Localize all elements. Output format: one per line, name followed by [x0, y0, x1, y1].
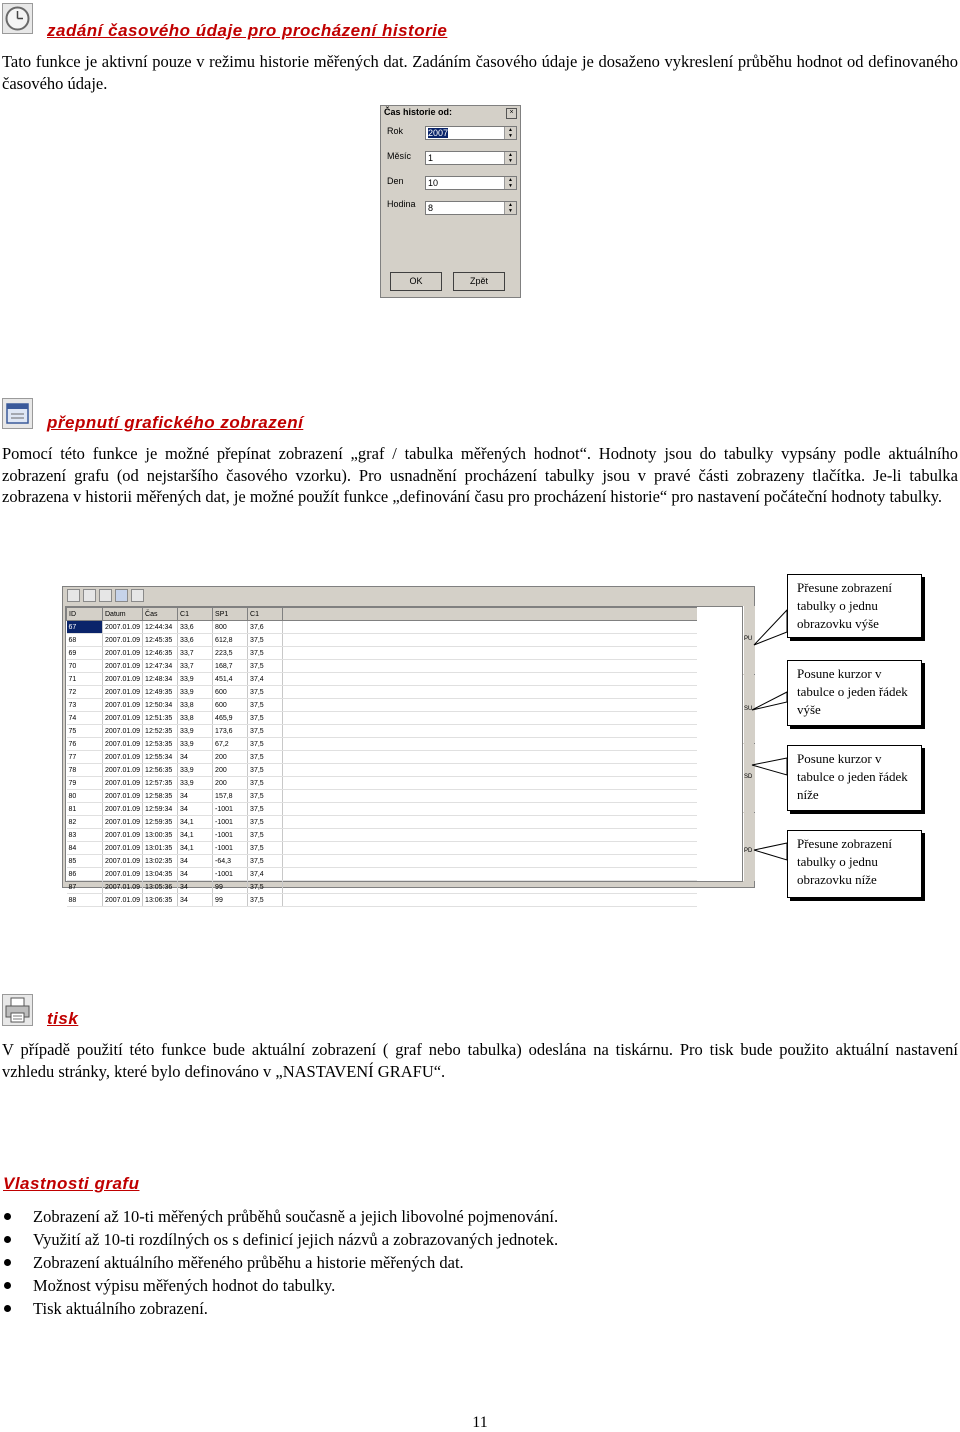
table-cell-filler	[283, 634, 698, 647]
table-cell: 12:51:35	[143, 712, 178, 725]
table-cell: 37,4	[248, 673, 283, 686]
table-cell: -1001	[213, 868, 248, 881]
table-row[interactable]	[67, 790, 698, 803]
table-cell-filler	[283, 660, 698, 673]
table-row[interactable]	[67, 660, 698, 673]
table-header-cell[interactable]: Datum	[103, 608, 143, 621]
table-cell: 12:53:35	[143, 738, 178, 751]
table-cell: 13:04:35	[143, 868, 178, 881]
table-cell: 12:44:34	[143, 621, 178, 634]
table-cell: 88	[67, 894, 103, 907]
table-cell: 33,9	[178, 764, 213, 777]
table-cell: 12:52:35	[143, 725, 178, 738]
table-cell: 74	[67, 712, 103, 725]
month-field[interactable]: 1 ▲ ▼	[425, 151, 517, 165]
table-cell: 13:00:35	[143, 829, 178, 842]
dialog-title: Čas historie od:	[381, 106, 520, 119]
table-header-row	[67, 608, 698, 621]
table-cell: 33,6	[178, 621, 213, 634]
table-cell: 13:01:35	[143, 842, 178, 855]
table-cell: -1001	[213, 803, 248, 816]
table-cell: 37,5	[248, 712, 283, 725]
table-cell: 37,6	[248, 621, 283, 634]
graph-icon[interactable]	[67, 589, 80, 602]
table-cell: 33,6	[178, 634, 213, 647]
table-cell: 67	[67, 621, 103, 634]
table-cell: 2007.01.09	[103, 738, 143, 751]
back-button[interactable]: Zpět	[453, 272, 505, 291]
table-cell: 82	[67, 816, 103, 829]
table-cell: 37,5	[248, 790, 283, 803]
year-spinner[interactable]: ▲ ▼	[504, 127, 516, 139]
day-spinner[interactable]: ▲ ▼	[504, 177, 516, 189]
section-heading-history-time: zadání časového údaje pro procházení historie	[47, 21, 448, 40]
table-cell: 2007.01.09	[103, 621, 143, 634]
table-cell: -64,3	[213, 855, 248, 868]
table-header-cell[interactable]: SP1	[213, 608, 248, 621]
table-cell: 71	[67, 673, 103, 686]
table-row[interactable]	[67, 777, 698, 790]
table-row[interactable]	[67, 764, 698, 777]
table-cell: 13:05:36	[143, 881, 178, 894]
table-cell: 37,5	[248, 660, 283, 673]
list-item	[0, 1228, 960, 1251]
hour-field[interactable]: 8 ▲ ▼	[425, 201, 517, 215]
table-cell: 2007.01.09	[103, 829, 143, 842]
table-cell: 600	[213, 699, 248, 712]
hour-spinner[interactable]: ▲ ▼	[504, 202, 516, 214]
table-cell-filler	[283, 673, 698, 686]
table-header-cell[interactable]: C1	[248, 608, 283, 621]
table-cell: 200	[213, 777, 248, 790]
section-paragraph-print: V případě použití této funkce bude aktuální zobrazení ( graf nebo tabulka) odeslána na tiskárnu. Pro tisk bude použito aktuální nastavení vzhledu stránky, které bylo definováno v „NASTAVENÍ GRAFU“.	[2, 1040, 958, 1081]
table-cell: 33,9	[178, 777, 213, 790]
table-body	[67, 621, 698, 907]
graph-properties-list	[0, 1205, 960, 1320]
table-cell-filler	[283, 764, 698, 777]
table-cell: 12:57:35	[143, 777, 178, 790]
table-cell: 34	[178, 894, 213, 907]
dialog-label-hour: Hodina	[387, 199, 416, 209]
history-time-dialog	[380, 105, 521, 298]
window-icon[interactable]	[115, 589, 128, 602]
callout-step-down: Posune kurzor v tabulce o jeden řádek níže	[787, 745, 922, 811]
table-cell: 67,2	[213, 738, 248, 751]
table-cell: 2007.01.09	[103, 725, 143, 738]
table-cell: 34	[178, 855, 213, 868]
table-cell: 37,5	[248, 829, 283, 842]
table-row[interactable]	[67, 751, 698, 764]
table-cell: 37,5	[248, 751, 283, 764]
table-cell: 33,7	[178, 647, 213, 660]
list-item	[0, 1251, 960, 1274]
table-cell: 2007.01.09	[103, 673, 143, 686]
table-cell: 37,5	[248, 634, 283, 647]
table-cell-filler	[283, 699, 698, 712]
close-icon[interactable]: ×	[506, 108, 517, 119]
table-cell: 79	[67, 777, 103, 790]
table-cell: 34,1	[178, 816, 213, 829]
step-down-label: SD	[744, 774, 753, 780]
table-cell: 34	[178, 790, 213, 803]
table-cell-filler	[283, 894, 698, 907]
table-cell: 173,6	[213, 725, 248, 738]
table-cell-filler	[283, 829, 698, 842]
table-cell: 75	[67, 725, 103, 738]
table-cell: 37,4	[248, 868, 283, 881]
table-row[interactable]	[67, 725, 698, 738]
table-cell-filler	[283, 686, 698, 699]
table-cell-filler	[283, 738, 698, 751]
table-cell: 2007.01.09	[103, 790, 143, 803]
table-cell-filler	[283, 881, 698, 894]
table-cell: 37,5	[248, 881, 283, 894]
clock-icon	[2, 3, 33, 34]
table-cell: 12:47:34	[143, 660, 178, 673]
table-header-cell[interactable]: Čas	[143, 608, 178, 621]
table-cell: 12:59:35	[143, 816, 178, 829]
table-cell: 2007.01.09	[103, 777, 143, 790]
table-row[interactable]	[67, 621, 698, 634]
callout-page-down: Přesune zobrazení tabulky o jednu obrazovku níže	[787, 830, 922, 898]
table-row[interactable]	[67, 829, 698, 842]
table-cell: 12:45:35	[143, 634, 178, 647]
table-cell: 12:48:34	[143, 673, 178, 686]
table-cell: 2007.01.09	[103, 803, 143, 816]
table-cell: 12:55:34	[143, 751, 178, 764]
printer-icon[interactable]	[131, 589, 144, 602]
table-cell: 37,5	[248, 725, 283, 738]
table-cell: 37,5	[248, 842, 283, 855]
table-cell: 99	[213, 881, 248, 894]
table-row[interactable]	[67, 673, 698, 686]
table-cell: 33,9	[178, 738, 213, 751]
table-header-filler	[283, 608, 698, 621]
table-row[interactable]	[67, 712, 698, 725]
table-cell: 68	[67, 634, 103, 647]
callout-step-up: Posune kurzor v tabulce o jeden řádek výše	[787, 660, 922, 726]
table-cell: 34	[178, 881, 213, 894]
page-down-label: PD	[744, 848, 753, 854]
dialog-label-month: Měsíc	[387, 151, 412, 161]
table-cell: 37,5	[248, 699, 283, 712]
table-cell: 12:46:35	[143, 647, 178, 660]
table-cell: 69	[67, 647, 103, 660]
table-cell: 37,5	[248, 777, 283, 790]
table-cell: 37,5	[248, 647, 283, 660]
section-paragraph-history-time: Tato funkce je aktivní pouze v režimu historie měřených dat. Zadáním časového údaje je dosaženo vykreslení průběhu hodnot od definovaného časového údaje.	[2, 52, 958, 93]
table-cell: 2007.01.09	[103, 868, 143, 881]
table-cell: 70	[67, 660, 103, 673]
table-cell-filler	[283, 621, 698, 634]
table-cell: 73	[67, 699, 103, 712]
table-cell: 2007.01.09	[103, 751, 143, 764]
year-field[interactable]: 2007 ▲ ▼	[425, 126, 517, 140]
table-row[interactable]	[67, 881, 698, 894]
table-cell: 2007.01.09	[103, 647, 143, 660]
table-cell-filler	[283, 816, 698, 829]
table-cell-filler	[283, 842, 698, 855]
data-table-area[interactable]	[65, 606, 743, 904]
page-number: 11	[472, 1414, 488, 1431]
table-cell-filler	[283, 647, 698, 660]
table-cell: 37,5	[248, 894, 283, 907]
table-cell: 83	[67, 829, 103, 842]
table-row[interactable]	[67, 699, 698, 712]
table-cell: 12:56:35	[143, 764, 178, 777]
table-row[interactable]	[67, 738, 698, 751]
month-spinner[interactable]: ▲ ▼	[504, 152, 516, 164]
table-cell: -1001	[213, 829, 248, 842]
table-cell: 78	[67, 764, 103, 777]
table-cell: 12:50:34	[143, 699, 178, 712]
table-cell: 33,8	[178, 712, 213, 725]
table-cell: 37,5	[248, 803, 283, 816]
table-row[interactable]	[67, 686, 698, 699]
table-cell: 2007.01.09	[103, 855, 143, 868]
table-cell: 86	[67, 868, 103, 881]
dialog-label-day: Den	[387, 176, 404, 186]
table-cell-filler	[283, 855, 698, 868]
list-item	[0, 1274, 960, 1297]
table-cell: 2007.01.09	[103, 842, 143, 855]
table-cell: 2007.01.09	[103, 764, 143, 777]
table-cell: 33,8	[178, 699, 213, 712]
table-cell: 99	[213, 894, 248, 907]
clock-icon[interactable]	[83, 589, 96, 602]
callout-page-up: Přesune zobrazení tabulky o jednu obrazovku výše	[787, 574, 922, 638]
table-cell: 13:02:35	[143, 855, 178, 868]
table-header-cell[interactable]: C1	[178, 608, 213, 621]
table-cell: 33,7	[178, 660, 213, 673]
window-icon	[2, 398, 33, 429]
table-cell: 37,5	[248, 738, 283, 751]
table-cell: 37,5	[248, 855, 283, 868]
section-heading-print: tisk	[47, 1009, 79, 1028]
table-cell: 2007.01.09	[103, 660, 143, 673]
table-cell: 2007.01.09	[103, 712, 143, 725]
table-cell: 2007.01.09	[103, 634, 143, 647]
list-item-text: Možnost výpisu měřených hodnot do tabulky.	[33, 1276, 336, 1295]
table-cell: 77	[67, 751, 103, 764]
list-item-text: Využití až 10-ti rozdílných os s definicí jejich názvů a zobrazovaných jednotek.	[33, 1230, 559, 1249]
table-cell: 12:49:35	[143, 686, 178, 699]
table-row[interactable]	[67, 803, 698, 816]
table-row[interactable]	[67, 647, 698, 660]
table-cell: 33,9	[178, 673, 213, 686]
table-cell: 2007.01.09	[103, 894, 143, 907]
table-header-cell[interactable]: ID	[67, 608, 103, 621]
table-cell-filler	[283, 777, 698, 790]
refresh-icon[interactable]	[99, 589, 112, 602]
table-cell: 72	[67, 686, 103, 699]
table-cell: 200	[213, 764, 248, 777]
table-cell: 465,9	[213, 712, 248, 725]
table-cell: 37,5	[248, 764, 283, 777]
table-cell: 600	[213, 686, 248, 699]
table-cell: 34,1	[178, 829, 213, 842]
page-up-label: PU	[744, 636, 753, 642]
table-cell: 168,7	[213, 660, 248, 673]
table-row[interactable]	[67, 842, 698, 855]
list-item-text: Zobrazení aktuálního měřeného průběhu a historie měřených dat.	[33, 1253, 464, 1272]
step-up-label: SU	[744, 706, 753, 712]
table-cell-filler	[283, 751, 698, 764]
table-row[interactable]	[67, 634, 698, 647]
table-cell: 157,8	[213, 790, 248, 803]
table-view-screenshot	[62, 586, 755, 904]
table-cell: 33,9	[178, 686, 213, 699]
table-cell-filler	[283, 790, 698, 803]
list-item-text: Zobrazení až 10-ti měřených průběhů současně a jejich libovolné pojmenování.	[33, 1207, 559, 1226]
table-cell: 451,4	[213, 673, 248, 686]
table-cell: -1001	[213, 842, 248, 855]
table-cell: 34	[178, 868, 213, 881]
list-item-text: Tisk aktuálního zobrazení.	[33, 1299, 208, 1318]
table-cell: 76	[67, 738, 103, 751]
section-paragraph-graphic-switch: Pomocí této funkce je možné přepínat zobrazení „graf / tabulka měřených hodnot“. Hodnoty jsou do tabulky vypsány podle aktuálního zobrazení grafu (od nejstaršího časového vzorku). Pro usnadnění procházení tabulky jsou v pravé části zobrazeny tlačítka. Je-li tabulka zobrazena v historii měřených dat, je možné použít funkce „definování času pro procházení historie“ pro nastavení počáteční hodnoty tabulky.	[2, 444, 958, 506]
table-cell: 12:58:35	[143, 790, 178, 803]
day-field[interactable]: 10 ▲ ▼	[425, 176, 517, 190]
table-cell: 34	[178, 803, 213, 816]
table-cell: 34	[178, 751, 213, 764]
section-heading-graph-properties: Vlastnosti grafu	[3, 1174, 140, 1193]
table-cell-filler	[283, 868, 698, 881]
table-cell: 80	[67, 790, 103, 803]
table-cell: -1001	[213, 816, 248, 829]
section-heading-graphic-switch: přepnutí grafického zobrazení	[47, 413, 304, 432]
table-cell: 612,8	[213, 634, 248, 647]
table-cell-filler	[283, 725, 698, 738]
table-cell: 85	[67, 855, 103, 868]
table-cell: 33,9	[178, 725, 213, 738]
table-cell: 84	[67, 842, 103, 855]
list-item	[0, 1205, 960, 1228]
table-row[interactable]	[67, 855, 698, 868]
table-cell: 37,5	[248, 686, 283, 699]
table-cell: 2007.01.09	[103, 699, 143, 712]
table-cell: 87	[67, 881, 103, 894]
dialog-label-year: Rok	[387, 126, 404, 136]
list-item	[0, 1297, 960, 1320]
table-cell: 12:59:34	[143, 803, 178, 816]
table-row[interactable]	[67, 816, 698, 829]
table-cell: 200	[213, 751, 248, 764]
table-cell: 13:06:35	[143, 894, 178, 907]
table-cell: 800	[213, 621, 248, 634]
table-cell: 223,5	[213, 647, 248, 660]
data-table	[66, 607, 697, 907]
ok-button[interactable]: OK	[390, 272, 442, 291]
table-cell: 34,1	[178, 842, 213, 855]
table-cell-filler	[283, 803, 698, 816]
table-row[interactable]	[67, 868, 698, 881]
table-cell: 81	[67, 803, 103, 816]
printer-icon	[2, 994, 33, 1026]
table-cell-filler	[283, 712, 698, 725]
table-cell: 2007.01.09	[103, 816, 143, 829]
table-cell: 37,5	[248, 816, 283, 829]
table-row[interactable]	[67, 894, 698, 907]
table-cell: 2007.01.09	[103, 686, 143, 699]
table-cell: 2007.01.09	[103, 881, 143, 894]
